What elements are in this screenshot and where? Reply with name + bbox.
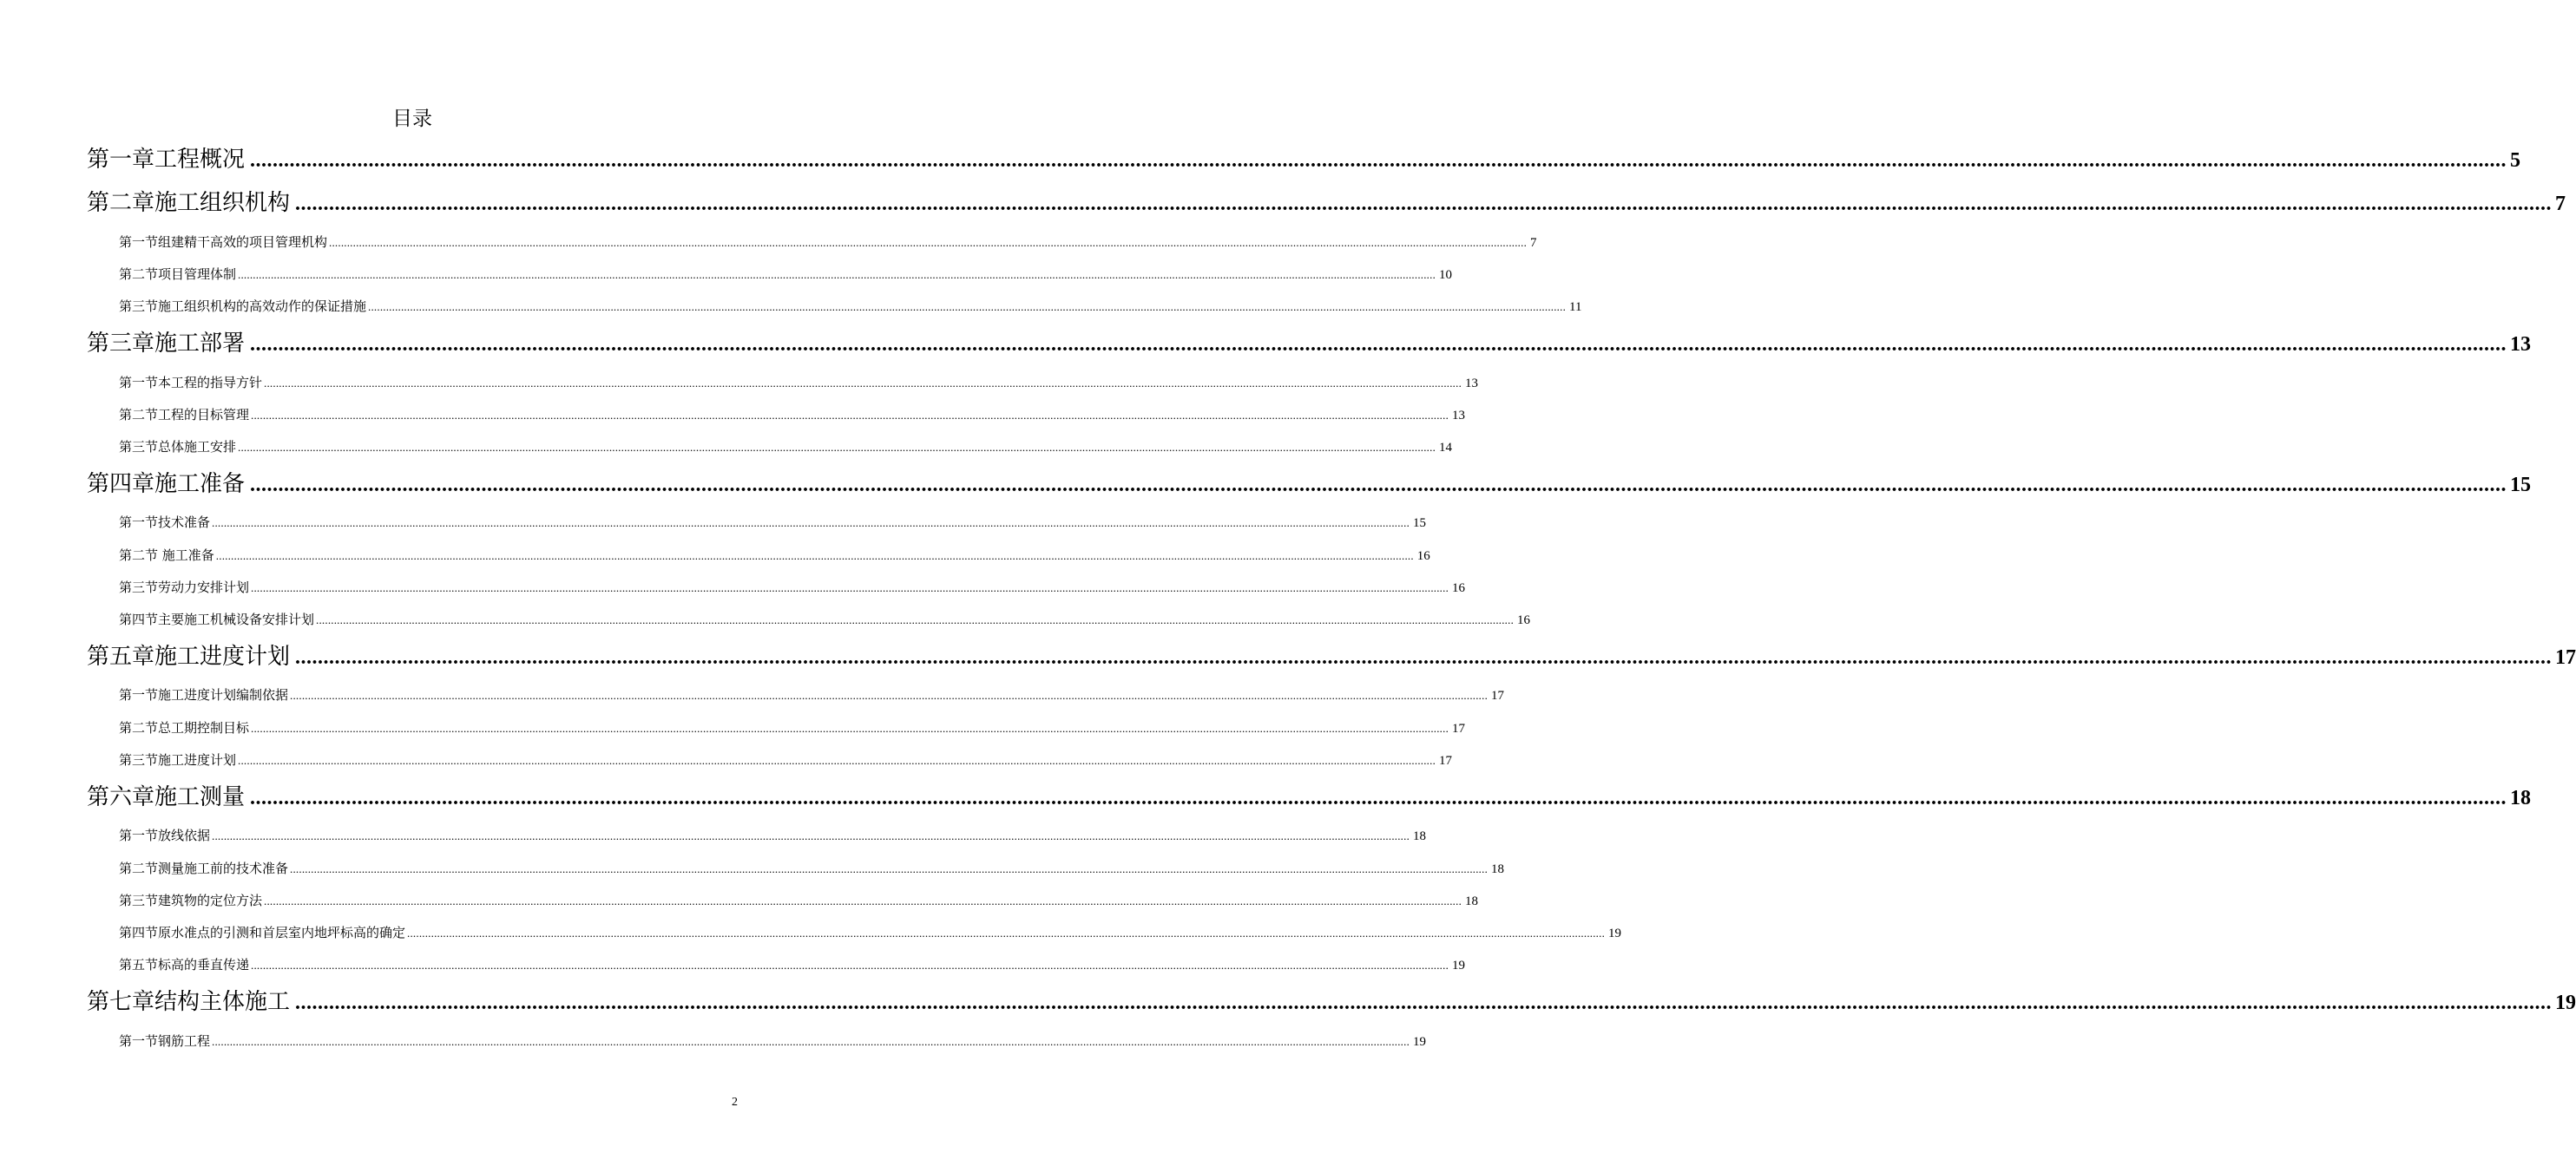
section-number: 第五节 xyxy=(119,957,159,973)
dot-leader: ................................................................................................................................................................................................................................................................................................................................................................................................................ xyxy=(407,927,1606,940)
section-page: 17 xyxy=(1452,722,1466,736)
section-title: 施工进度计划 xyxy=(158,752,237,768)
section-number: 第一节 xyxy=(119,1033,159,1049)
section-page: 18 xyxy=(1491,862,1505,876)
toc-section-entry[interactable] xyxy=(119,297,1582,318)
toc-chapter-entry[interactable] xyxy=(87,984,2576,1019)
dot-leader: ................................................................................................................................................................................................................................................................................................................................................................................................................ xyxy=(329,236,1528,249)
section-number: 第三节 xyxy=(119,893,159,908)
section-page: 18 xyxy=(1465,894,1479,908)
dot-leader: ................................................................................................................................................................................................................................................................................................................................................................................................................ xyxy=(251,409,1449,422)
chapter-page: 13 xyxy=(2510,333,2532,356)
section-page: 10 xyxy=(1439,268,1453,282)
section-title: 钢筋工程 xyxy=(158,1033,211,1049)
dot-leader: ................................................................................................................................................................................................................................................................................................................................................................................................................ xyxy=(295,193,2553,215)
dot-leader: ................................................................................................................................................................................................................................................................................................................................................................................................................ xyxy=(250,333,2507,356)
dot-leader: ................................................................................................................................................................................................................................................................................................................................................................................................................ xyxy=(250,149,2507,172)
toc-section-entry[interactable] xyxy=(119,826,1427,847)
dot-leader: ................................................................................................................................................................................................................................................................................................................................................................................................................ xyxy=(238,441,1436,454)
section-title: 测量施工前的技术准备 xyxy=(158,861,289,876)
section-title: 总体施工安排 xyxy=(158,439,237,455)
chapter-title: 结构主体施工 xyxy=(154,989,291,1015)
toc-chapter-entry[interactable] xyxy=(87,639,2576,673)
chapter-number: 第二章 xyxy=(87,190,155,216)
chapter-title: 施工进度计划 xyxy=(154,644,291,670)
chapter-page: 15 xyxy=(2510,474,2532,496)
dot-leader: ................................................................................................................................................................................................................................................................................................................................................................................................................ xyxy=(238,268,1436,281)
section-title: 施工准备 xyxy=(158,547,214,563)
section-number: 第三节 xyxy=(119,580,159,595)
dot-leader: ................................................................................................................................................................................................................................................................................................................................................................................................................ xyxy=(212,829,1410,842)
section-number: 第一节 xyxy=(119,687,159,703)
toc-section-entry[interactable] xyxy=(119,685,1505,706)
section-number: 第三节 xyxy=(119,439,159,455)
section-title: 劳动力安排计划 xyxy=(158,580,250,595)
toc-section-entry[interactable] xyxy=(119,859,1505,880)
section-page: 19 xyxy=(1413,1035,1427,1049)
section-number: 第二节 xyxy=(119,720,159,736)
dot-leader: ................................................................................................................................................................................................................................................................................................................................................................................................................ xyxy=(290,862,1488,875)
dot-leader: ................................................................................................................................................................................................................................................................................................................................................................................................................ xyxy=(251,722,1449,735)
toc-section-entry[interactable] xyxy=(119,373,1479,394)
dot-leader: ................................................................................................................................................................................................................................................................................................................................................................................................................ xyxy=(238,754,1436,767)
section-number: 第一节 xyxy=(119,828,159,843)
dot-leader: ................................................................................................................................................................................................................................................................................................................................................................................................................ xyxy=(251,959,1449,972)
chapter-number: 第三章 xyxy=(87,331,155,357)
section-number: 第二节 xyxy=(119,861,159,876)
chapter-title: 施工测量 xyxy=(154,784,246,810)
section-page: 11 xyxy=(1569,300,1582,314)
toc-chapter-entry[interactable] xyxy=(87,141,2521,176)
section-page: 13 xyxy=(1465,377,1479,390)
section-number: 第二节 xyxy=(119,547,159,563)
chapter-number: 第七章 xyxy=(87,989,155,1015)
section-title: 技术准备 xyxy=(158,514,211,530)
dot-leader: ................................................................................................................................................................................................................................................................................................................................................................................................................ xyxy=(215,549,1414,562)
chapter-title: 施工组织机构 xyxy=(154,190,291,216)
dot-leader: ................................................................................................................................................................................................................................................................................................................................................................................................................ xyxy=(316,613,1515,626)
chapter-title: 施工准备 xyxy=(154,471,246,497)
section-number: 第三节 xyxy=(119,298,159,314)
section-number: 第一节 xyxy=(119,234,159,250)
chapter-page: 7 xyxy=(2555,193,2566,215)
chapter-number: 第四章 xyxy=(87,471,155,497)
dot-leader: ................................................................................................................................................................................................................................................................................................................................................................................................................ xyxy=(290,689,1488,702)
toc-section-entry[interactable] xyxy=(119,955,1466,976)
section-number: 第二节 xyxy=(119,266,159,282)
dot-leader: ................................................................................................................................................................................................................................................................................................................................................................................................................ xyxy=(368,300,1567,313)
dot-leader: ................................................................................................................................................................................................................................................................................................................................................................................................................ xyxy=(295,646,2553,669)
dot-leader: ................................................................................................................................................................................................................................................................................................................................................................................................................ xyxy=(251,581,1449,594)
section-number: 第三节 xyxy=(119,752,159,768)
section-page: 14 xyxy=(1439,441,1453,455)
toc-section-entry[interactable] xyxy=(119,923,1622,944)
section-page: 17 xyxy=(1439,754,1453,768)
chapter-page: 17 xyxy=(2555,646,2576,669)
chapter-number: 第一章 xyxy=(87,147,155,173)
chapter-number: 第六章 xyxy=(87,784,155,810)
section-page: 15 xyxy=(1413,516,1427,530)
section-title: 施工组织机构的高效动作的保证措施 xyxy=(158,298,367,314)
toc-section-entry[interactable] xyxy=(119,233,1537,253)
dot-leader: ................................................................................................................................................................................................................................................................................................................................................................................................................ xyxy=(264,894,1462,907)
chapter-number: 第五章 xyxy=(87,644,155,670)
toc-section-entry[interactable] xyxy=(119,718,1466,739)
dot-leader: ................................................................................................................................................................................................................................................................................................................................................................................................................ xyxy=(250,474,2507,496)
dot-leader: ................................................................................................................................................................................................................................................................................................................................................................................................................ xyxy=(264,377,1462,390)
section-page: 17 xyxy=(1491,689,1505,703)
section-title: 主要施工机械设备安排计划 xyxy=(158,612,315,627)
dot-leader: ................................................................................................................................................................................................................................................................................................................................................................................................................ xyxy=(250,787,2507,809)
dot-leader: ................................................................................................................................................................................................................................................................................................................................................................................................................ xyxy=(212,516,1410,529)
toc-section-entry[interactable] xyxy=(119,513,1427,534)
section-title: 组建精干高效的项目管理机构 xyxy=(158,234,328,250)
section-number: 第一节 xyxy=(119,375,159,390)
toc-section-entry[interactable] xyxy=(119,750,1453,771)
toc-title: 目录 xyxy=(392,108,432,130)
chapter-title: 施工部署 xyxy=(154,331,246,357)
toc-section-entry[interactable] xyxy=(119,891,1479,912)
section-page: 19 xyxy=(1608,927,1622,940)
toc-chapter-entry[interactable] xyxy=(87,779,2532,814)
section-title: 总工期控制目标 xyxy=(158,720,250,736)
toc-section-entry[interactable] xyxy=(119,578,1466,599)
page-number: 2 xyxy=(732,1096,738,1109)
toc-section-entry[interactable] xyxy=(119,437,1453,458)
section-page: 18 xyxy=(1413,829,1427,843)
section-page: 19 xyxy=(1452,959,1466,973)
section-page: 13 xyxy=(1452,409,1466,423)
section-title: 建筑物的定位方法 xyxy=(158,893,263,908)
chapter-title: 工程概况 xyxy=(154,147,246,173)
section-title: 项目管理体制 xyxy=(158,266,237,282)
section-page: 7 xyxy=(1530,236,1537,250)
toc-chapter-entry[interactable] xyxy=(87,325,2532,360)
toc-section-entry[interactable] xyxy=(119,405,1466,426)
chapter-page: 18 xyxy=(2510,787,2532,809)
section-title: 标高的垂直传递 xyxy=(158,957,250,973)
toc-section-entry[interactable] xyxy=(119,1032,1427,1052)
chapter-page: 5 xyxy=(2510,149,2521,172)
section-number: 第四节 xyxy=(119,925,159,940)
toc-chapter-entry[interactable] xyxy=(87,185,2566,219)
toc-section-entry[interactable] xyxy=(119,610,1531,631)
section-title: 施工进度计划编制依据 xyxy=(158,687,289,703)
section-title: 原水准点的引测和首层室内地坪标高的确定 xyxy=(158,925,406,940)
section-number: 第四节 xyxy=(119,612,159,627)
section-page: 16 xyxy=(1452,581,1466,595)
section-number: 第一节 xyxy=(119,514,159,530)
toc-section-entry[interactable] xyxy=(119,546,1430,567)
dot-leader: ................................................................................................................................................................................................................................................................................................................................................................................................................ xyxy=(212,1035,1410,1048)
dot-leader: ................................................................................................................................................................................................................................................................................................................................................................................................................ xyxy=(295,992,2553,1014)
section-number: 第二节 xyxy=(119,407,159,423)
section-title: 本工程的指导方针 xyxy=(158,375,263,390)
toc-chapter-entry[interactable] xyxy=(87,466,2532,501)
section-title: 放线依据 xyxy=(158,828,211,843)
section-page: 16 xyxy=(1416,549,1430,563)
section-title: 工程的目标管理 xyxy=(158,407,250,423)
chapter-page: 19 xyxy=(2555,992,2576,1014)
section-page: 16 xyxy=(1517,613,1531,627)
toc-section-entry[interactable] xyxy=(119,265,1453,285)
